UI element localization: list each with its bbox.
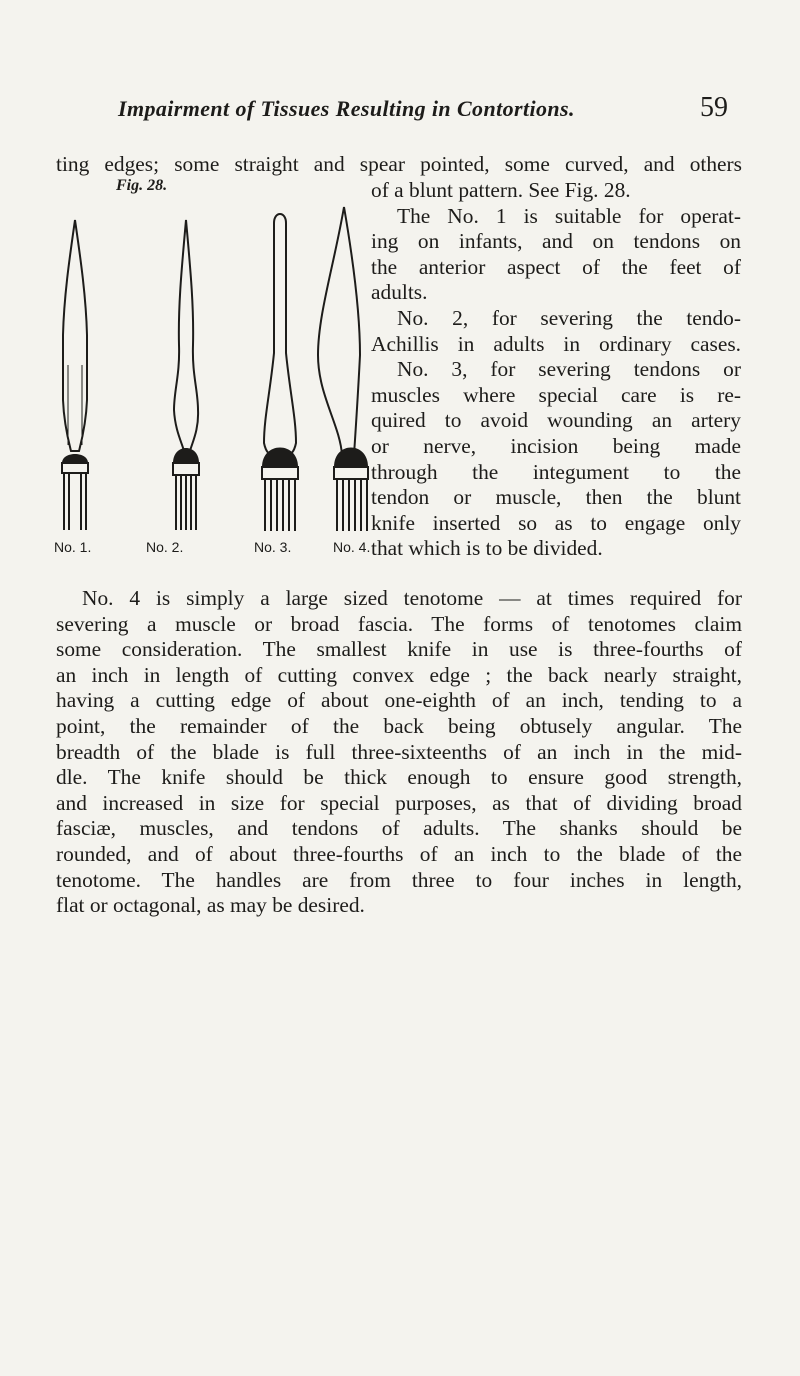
text-line: an inch in length of cutting convex edge ; the back nearly straight,	[56, 662, 742, 687]
text-line: muscles where special care is re-	[371, 382, 741, 407]
body-text	[56, 586, 742, 919]
text-line: tendon or muscle, then the blunt	[371, 485, 741, 510]
text-line: having a cutting edge of about one-eighth of an inch, tending to a	[56, 688, 742, 713]
tenotome-figure	[50, 175, 370, 570]
page-number: 59	[700, 92, 728, 123]
text-line: the anterior aspect of the feet of	[371, 254, 741, 279]
knife-label-no-1: No. 1.	[54, 539, 92, 555]
text-line: quired to avoid wounding an artery	[371, 408, 741, 433]
text-line: Achillis in adults in ordinary cases.	[371, 331, 741, 356]
knife-label-no-4: No. 4.	[333, 539, 371, 555]
text-line: point, the remainder of the back being obtusely angular. The	[56, 713, 742, 738]
figure-label: Fig. 28.	[116, 177, 168, 194]
text-line: through the integument to the	[371, 459, 741, 484]
figure-side-text	[371, 178, 741, 562]
text-line: ing on infants, and on tendons on	[371, 229, 741, 254]
text-line: No. 2, for severing the tendo-	[397, 305, 741, 330]
text-line: The No. 1 is suitable for operat-	[397, 203, 741, 228]
text-line: that which is to be divided.	[371, 536, 603, 561]
text-line: breadth of the blade is full three-sixteenths of an inch in the mid-	[56, 739, 742, 764]
text-line: some consideration. The smallest knife in use is three-fourths of	[56, 637, 742, 662]
text-line: No. 3, for severing tendons or	[397, 357, 741, 382]
text-line: adults.	[371, 280, 428, 305]
knife-label-no-3: No. 3.	[254, 539, 292, 555]
running-head: Impairment of Tissues Resulting in Contortions.	[118, 96, 575, 121]
text-line: or nerve, incision being made	[371, 433, 741, 458]
tenotome-no-1-illustration	[54, 215, 96, 535]
text-line: knife inserted so as to engage only	[371, 510, 741, 535]
tenotome-no-2-illustration	[162, 215, 210, 535]
tenotome-no-4-illustration	[314, 205, 374, 535]
text-line: of a blunt pattern. See Fig. 28.	[371, 178, 631, 202]
knife-label-no-2: No. 2.	[146, 539, 184, 555]
text-line: No. 4 is simply a large sized tenotome — at times required for	[82, 586, 742, 610]
text-line: and increased in size for special purposes, as that of dividing broad	[56, 790, 742, 815]
text-line: dle. The knife should be thick enough to ensure good strength,	[56, 765, 742, 790]
tenotome-no-3-illustration	[250, 203, 310, 535]
text-line: fasciæ, muscles, and tendons of adults. The shanks should be	[56, 816, 742, 841]
text-line: severing a muscle or broad fascia. The forms of tenotomes claim	[56, 611, 742, 636]
text-line: tenotome. The handles are from three to four inches in length,	[56, 867, 742, 892]
lead-line	[56, 152, 742, 178]
text-line: ting edges; some straight and spear pointed, some curved, and others	[56, 152, 742, 176]
text-line: rounded, and of about three-fourths of an inch to the blade of the	[56, 841, 742, 866]
text-line: flat or octagonal, as may be desired.	[56, 893, 365, 918]
